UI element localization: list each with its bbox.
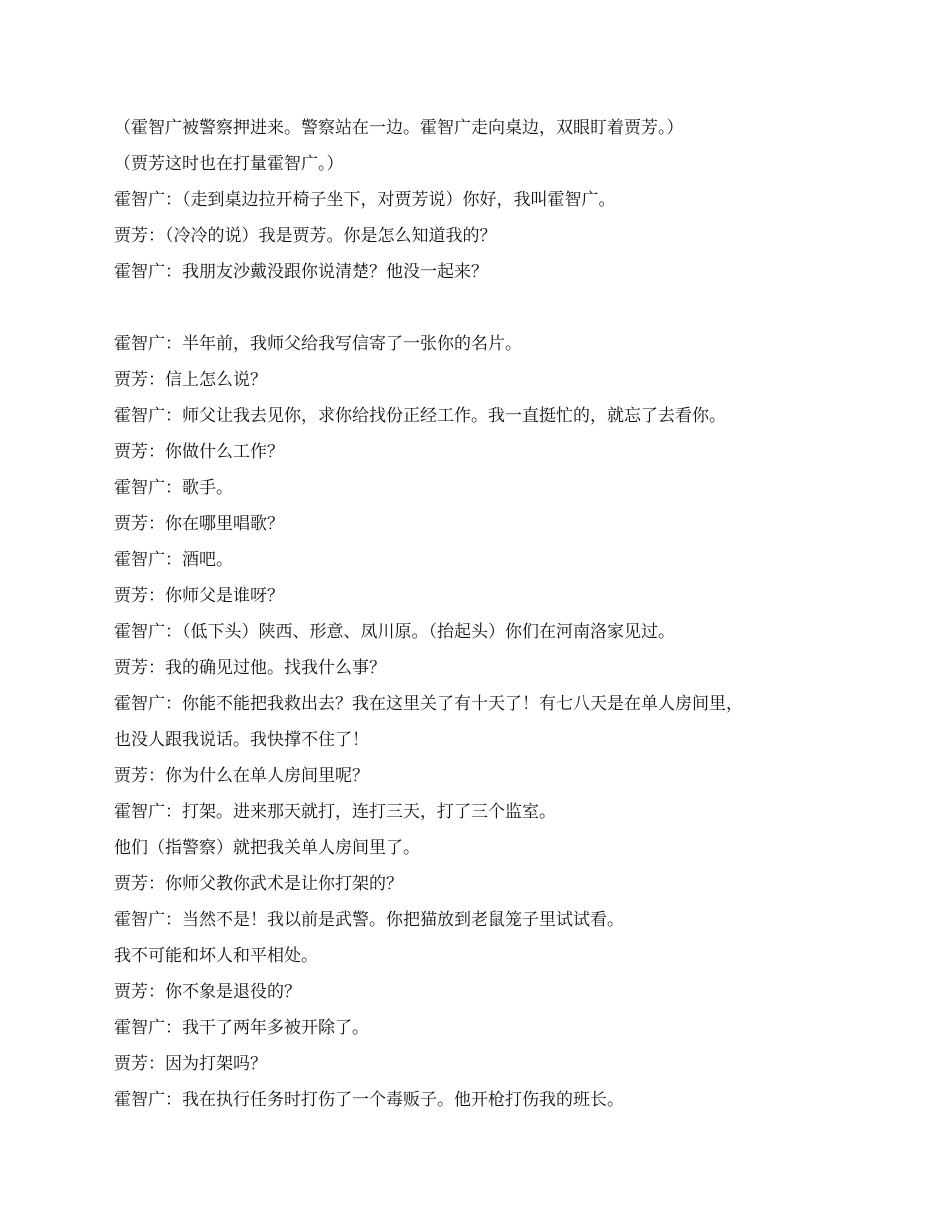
paragraph-gap bbox=[114, 290, 834, 326]
dialogue-line: 霍智广：（走到桌边拉开椅子坐下，对贾芳说）你好，我叫霍智广。 bbox=[114, 190, 616, 210]
script-dialogue bbox=[114, 110, 834, 1118]
dialogue-line: 霍智广：师父让我去见你，求你给找份正经工作。我一直挺忙的，就忘了去看你。 bbox=[114, 406, 726, 426]
dialogue-line: 霍智广：歌手。 bbox=[114, 478, 233, 498]
dialogue-continuation: 也没人跟我说话。我快撑不住了！ bbox=[114, 730, 369, 750]
dialogue-line: 贾芳：你为什么在单人房间里呢？ bbox=[114, 766, 369, 786]
dialogue-line: 贾芳：你师父教你武术是让你打架的？ bbox=[114, 874, 403, 894]
dialogue-continuation: 我不可能和坏人和平相处。 bbox=[114, 946, 318, 966]
dialogue-line: 霍智广：我在执行任务时打伤了一个毒贩子。他开枪打伤我的班长。 bbox=[114, 1090, 624, 1110]
dialogue-line: 贾芳：我的确见过他。找我什么事？ bbox=[114, 658, 386, 678]
dialogue-line: 贾芳：你师父是谁呀？ bbox=[114, 586, 284, 606]
dialogue-line: 霍智广：半年前，我师父给我写信寄了一张你的名片。 bbox=[114, 334, 522, 354]
dialogue-line: 霍智广：酒吧。 bbox=[114, 550, 233, 570]
dialogue-continuation: 他们（指警察）就把我关单人房间里了。 bbox=[114, 838, 420, 858]
dialogue-line: 霍智广：打架。进来那天就打，连打三天，打了三个监室。 bbox=[114, 802, 556, 822]
dialogue-line: 霍智广：你能不能把我救出去？我在这里关了有十天了！有七八天是在单人房间里， bbox=[114, 694, 743, 714]
stage-direction: （霍智广被警察押进来。警察站在一边。霍智广走向桌边，双眼盯着贾芳。） bbox=[114, 118, 684, 138]
dialogue-line: 贾芳：你在哪里唱歌？ bbox=[114, 514, 284, 534]
dialogue-line: 贾芳：（冷冷的说）我是贾芳。你是怎么知道我的？ bbox=[114, 226, 497, 246]
dialogue-line: 霍智广：当然不是！我以前是武警。你把猫放到老鼠笼子里试试看。 bbox=[114, 910, 624, 930]
dialogue-line: 贾芳：你不象是退役的？ bbox=[114, 982, 301, 1002]
dialogue-line: 霍智广：（低下头）陕西、形意、凤川原。（抬起头）你们在河南洛家见过。 bbox=[114, 622, 675, 642]
stage-direction: （贾芳这时也在打量霍智广。） bbox=[114, 154, 344, 174]
dialogue-line: 霍智广：我干了两年多被开除了。 bbox=[114, 1018, 369, 1038]
dialogue-line: 贾芳：你做什么工作？ bbox=[114, 442, 284, 462]
dialogue-line: 贾芳：信上怎么说？ bbox=[114, 370, 267, 390]
dialogue-line: 霍智广：我朋友沙戴没跟你说清楚？他没一起来？ bbox=[114, 262, 488, 282]
dialogue-line: 贾芳：因为打架吗？ bbox=[114, 1054, 267, 1074]
